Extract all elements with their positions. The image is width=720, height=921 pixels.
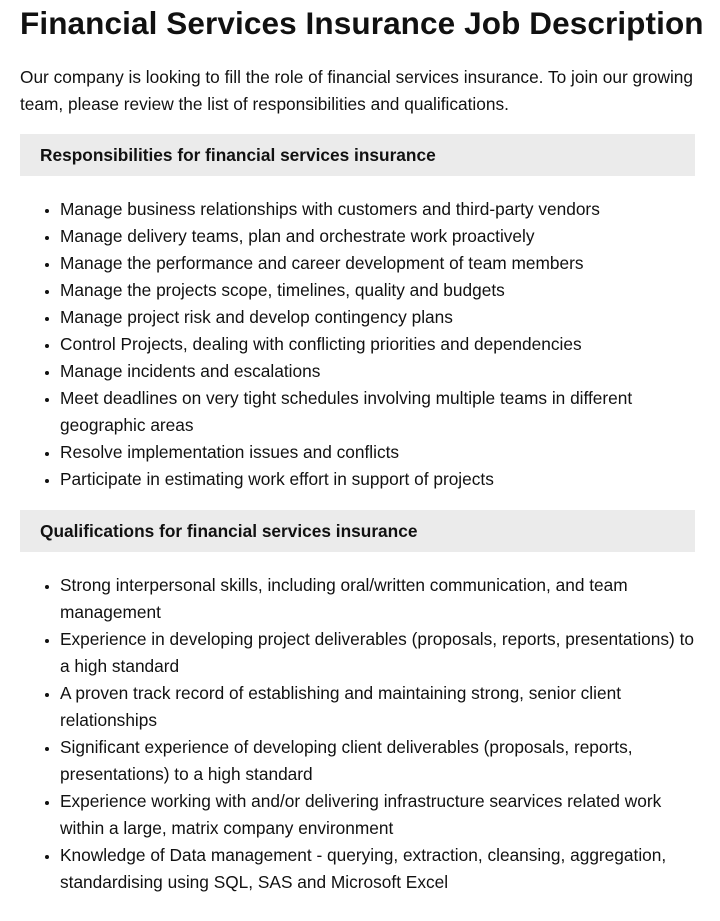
list-item: • Manage the performance and career development of team members [60,250,695,277]
intro-paragraph: Our company is looking to fill the role of financial services insurance. To join our growing team, please review the list of responsibilities and qualifications. [20,67,694,114]
qualifications-heading: Qualifications for financial services insurance [20,510,695,552]
page-title: Financial Services Insurance Job Description [20,5,704,41]
list-item: • Manage incidents and escalations [60,358,695,385]
responsibilities-list [20,196,695,493]
list-item: • Significant experience of developing client deliverables (proposals, reports, presentations) to a high standard [60,734,695,788]
list-item: • Experience in developing project deliverables (proposals, reports, presentations) to a high standard [60,626,695,680]
list-item: • Strong interpersonal skills, including oral/written communication, and team management [60,572,695,626]
list-item: • Resolve implementation issues and conflicts [60,439,695,466]
list-item: • A proven track record of establishing and maintaining strong, senior client relationships [60,680,695,734]
list-item: • Control Projects, dealing with conflicting priorities and dependencies [60,331,695,358]
list-item: • Participate in estimating work effort in support of projects [60,466,695,493]
list-item: • Meet deadlines on very tight schedules involving multiple teams in different geographic areas [60,385,695,439]
list-item: • Knowledge of Data management - querying, extraction, cleansing, aggregation, standardising using SQL, SAS and Microsoft Excel [60,842,695,896]
list-item: • Manage project risk and develop contingency plans [60,304,695,331]
list-item: • Manage business relationships with customers and third-party vendors [60,196,695,223]
list-item: • Experience working with and/or delivering infrastructure searvices related work within a large, matrix company environment [60,788,695,842]
list-item: • Manage delivery teams, plan and orchestrate work proactively [60,223,695,250]
responsibilities-heading: Responsibilities for financial services insurance [20,134,695,176]
list-item: • Manage the projects scope, timelines, quality and budgets [60,277,695,304]
qualifications-list [20,572,695,896]
